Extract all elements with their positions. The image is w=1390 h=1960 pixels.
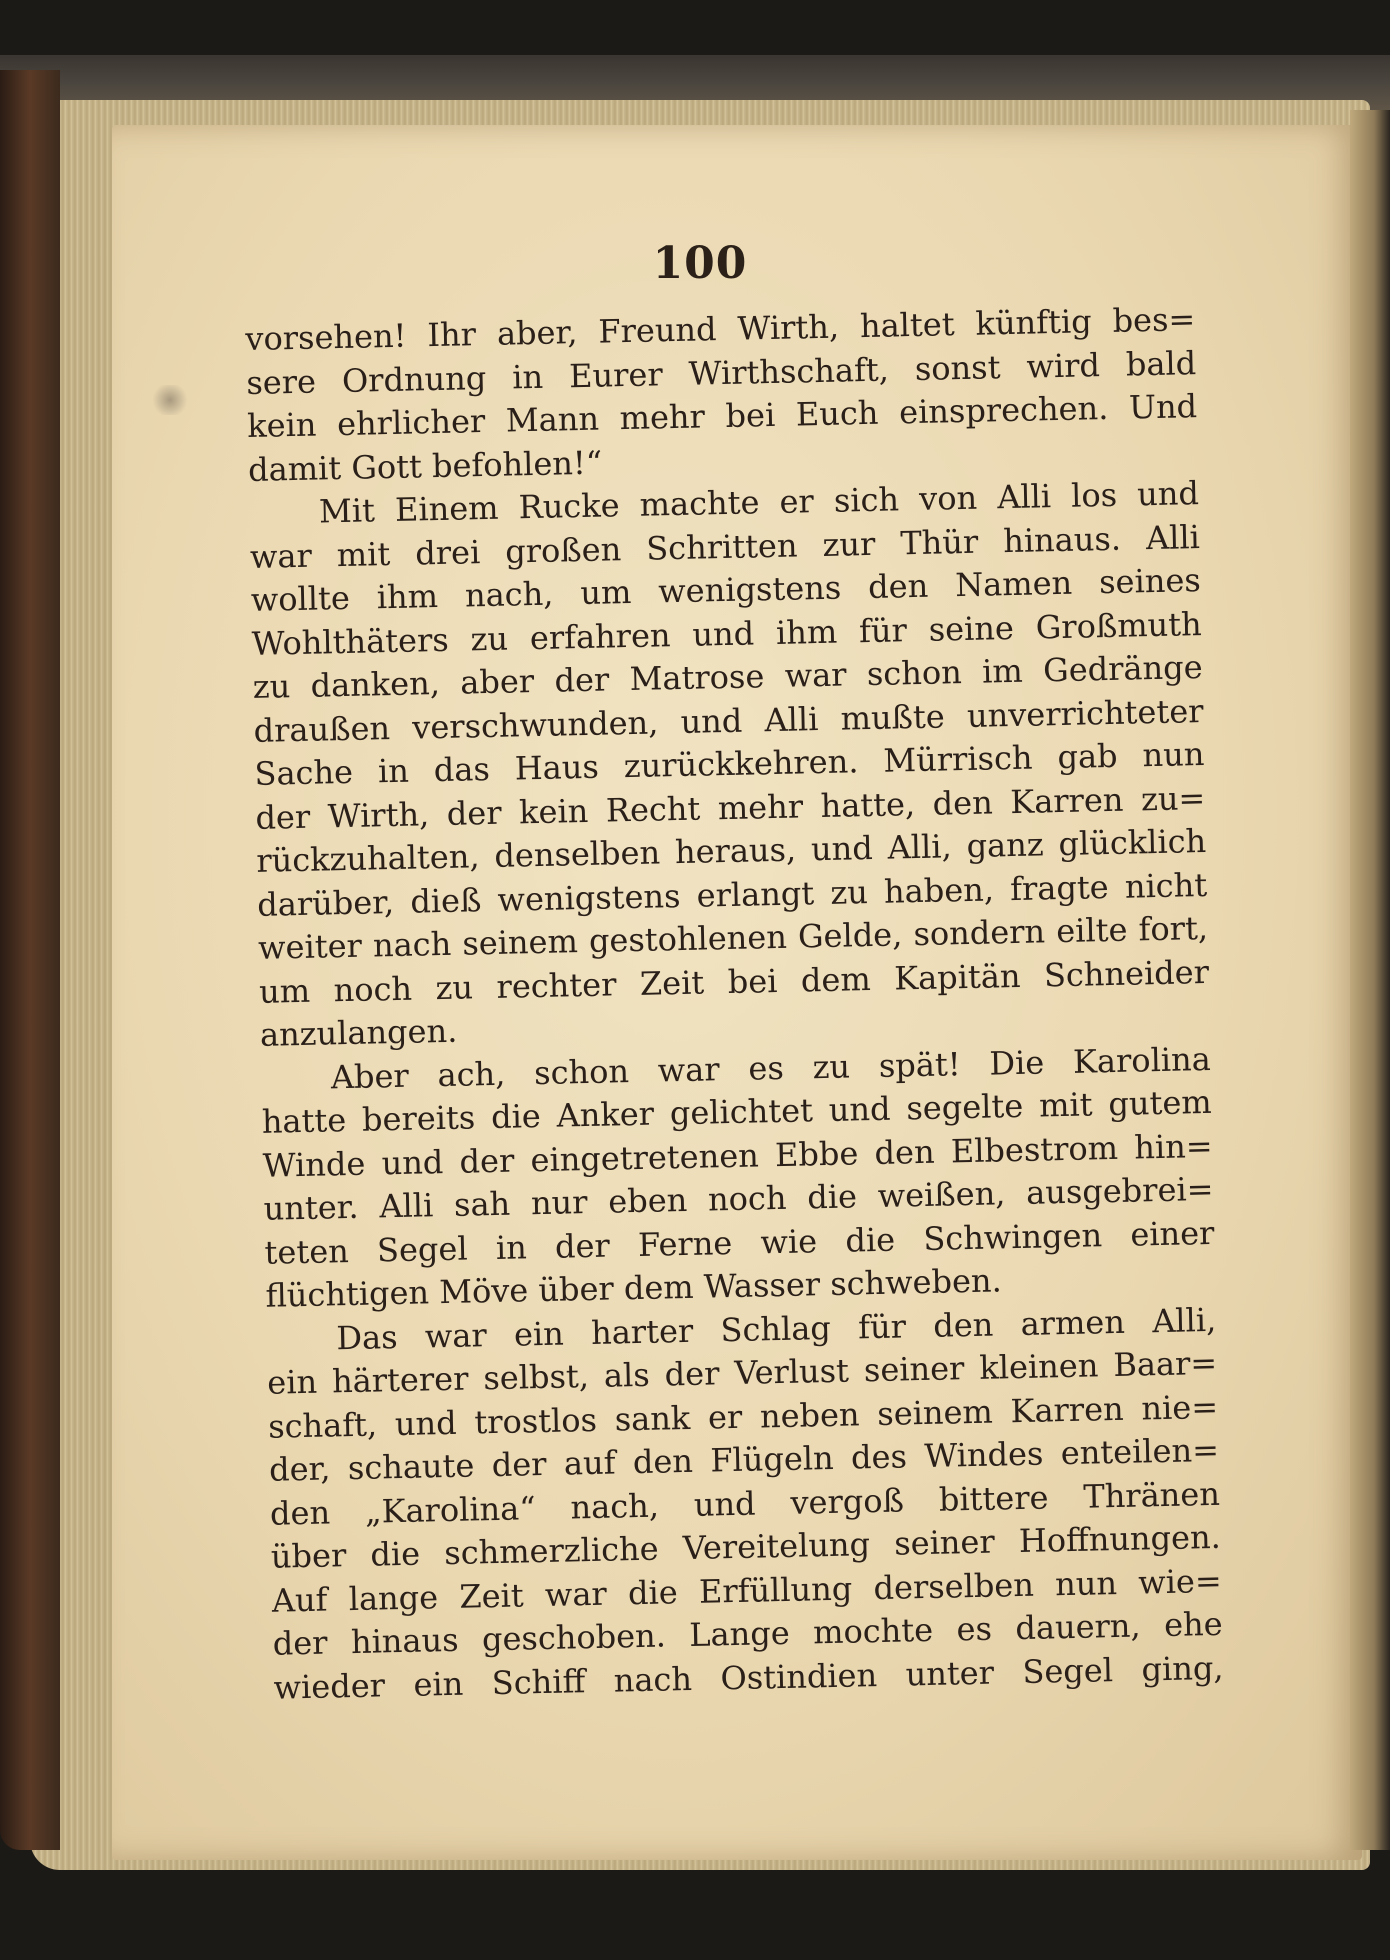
text-line: Das war ein harter Schlag für den armen Alli, (335, 1300, 1217, 1357)
text-line: der hinaus geschoben. Lange mochte es dauern, ehe (272, 1604, 1223, 1663)
text-line: der, schaute der auf den Flügeln des Windes enteilen= (268, 1430, 1220, 1489)
text-line: war mit drei großen Schritten zur Thür hinaus. Alli (249, 517, 1201, 576)
text-line: unter. Alli sah nur eben noch die weißen, ausgebrei= (263, 1169, 1214, 1228)
text-line: rückzuhalten, denselben heraus, und Alli, ganz glücklich (255, 821, 1207, 880)
ink-stain (150, 385, 190, 415)
text-line: wollte ihm nach, um wenigstens den Namen seines (250, 561, 1202, 619)
text-line: Mit Einem Rucke machte er sich von Alli los und (318, 474, 1200, 531)
text-line: schaft, und trostlos sank er neben seinem Karren nie= (267, 1387, 1219, 1446)
text-line: darüber, dieß wenigstens erlangt zu haben, fragte nicht (256, 865, 1208, 924)
text-line: Wohlthäters zu erfahren und ihm für seine Großmuth (251, 604, 1203, 663)
text-line: Sache in das Haus zurückkehren. Mürrisch gab nun (254, 735, 1205, 793)
body-text (245, 298, 1224, 1710)
text-line: ein härterer selbst, als der Verlust seiner kleinen Baar= (266, 1343, 1218, 1402)
text-line: vorsehen! Ihr aber, Freund Wirth, haltet künftig bes= (245, 300, 1196, 358)
text-line: flüchtigen Möve über dem Wasser schweben. (265, 1261, 1003, 1315)
text-line: um noch zu rechter Zeit bei dem Kapitän Schneider (258, 952, 1210, 1011)
text-line: über die schmerzliche Vereitelung seiner Hoffnungen. (270, 1517, 1222, 1576)
text-line: hatte bereits die Anker gelichtet und segelte mit gutem (261, 1082, 1213, 1141)
text-line: der Wirth, der kein Recht mehr hatte, den Karren zu= (255, 778, 1206, 837)
page-number: 100 (652, 238, 748, 289)
text-line: damit Gott befohlen!“ (247, 443, 603, 489)
text-line: zu danken, aber der Matrose war schon im Gedränge (252, 648, 1203, 706)
text-line: anzulangen. (259, 1011, 458, 1054)
text-line: kein ehrlicher Mann mehr bei Euch einsprechen. Und (246, 387, 1198, 445)
text-line: sere Ordnung in Eurer Wirthschaft, sonst wird bald (245, 343, 1197, 402)
text-line: Auf lange Zeit war die Erfüllung derselben nun wie= (271, 1561, 1223, 1620)
text-line: Winde und der eingetretenen Ebbe den Elbestrom hin= (262, 1126, 1213, 1185)
text-line: wieder ein Schiff nach Ostindien unter Segel ging, (273, 1648, 1224, 1707)
text-line: Aber ach, schon war es zu spät! Die Karolina (330, 1039, 1212, 1096)
book-cover-spine (0, 70, 60, 1850)
text-line: teten Segel in der Ferne wie die Schwingen einer (264, 1213, 1215, 1272)
text-line: draußen verschwunden, und Alli mußte unverrichteter (253, 691, 1204, 750)
text-line: den „Karolina“ nach, und vergoß bittere Thränen (269, 1474, 1221, 1533)
page-gutter (1350, 110, 1390, 1850)
text-line: weiter nach seinem gestohlenen Gelde, sondern eilte fort, (257, 908, 1209, 967)
